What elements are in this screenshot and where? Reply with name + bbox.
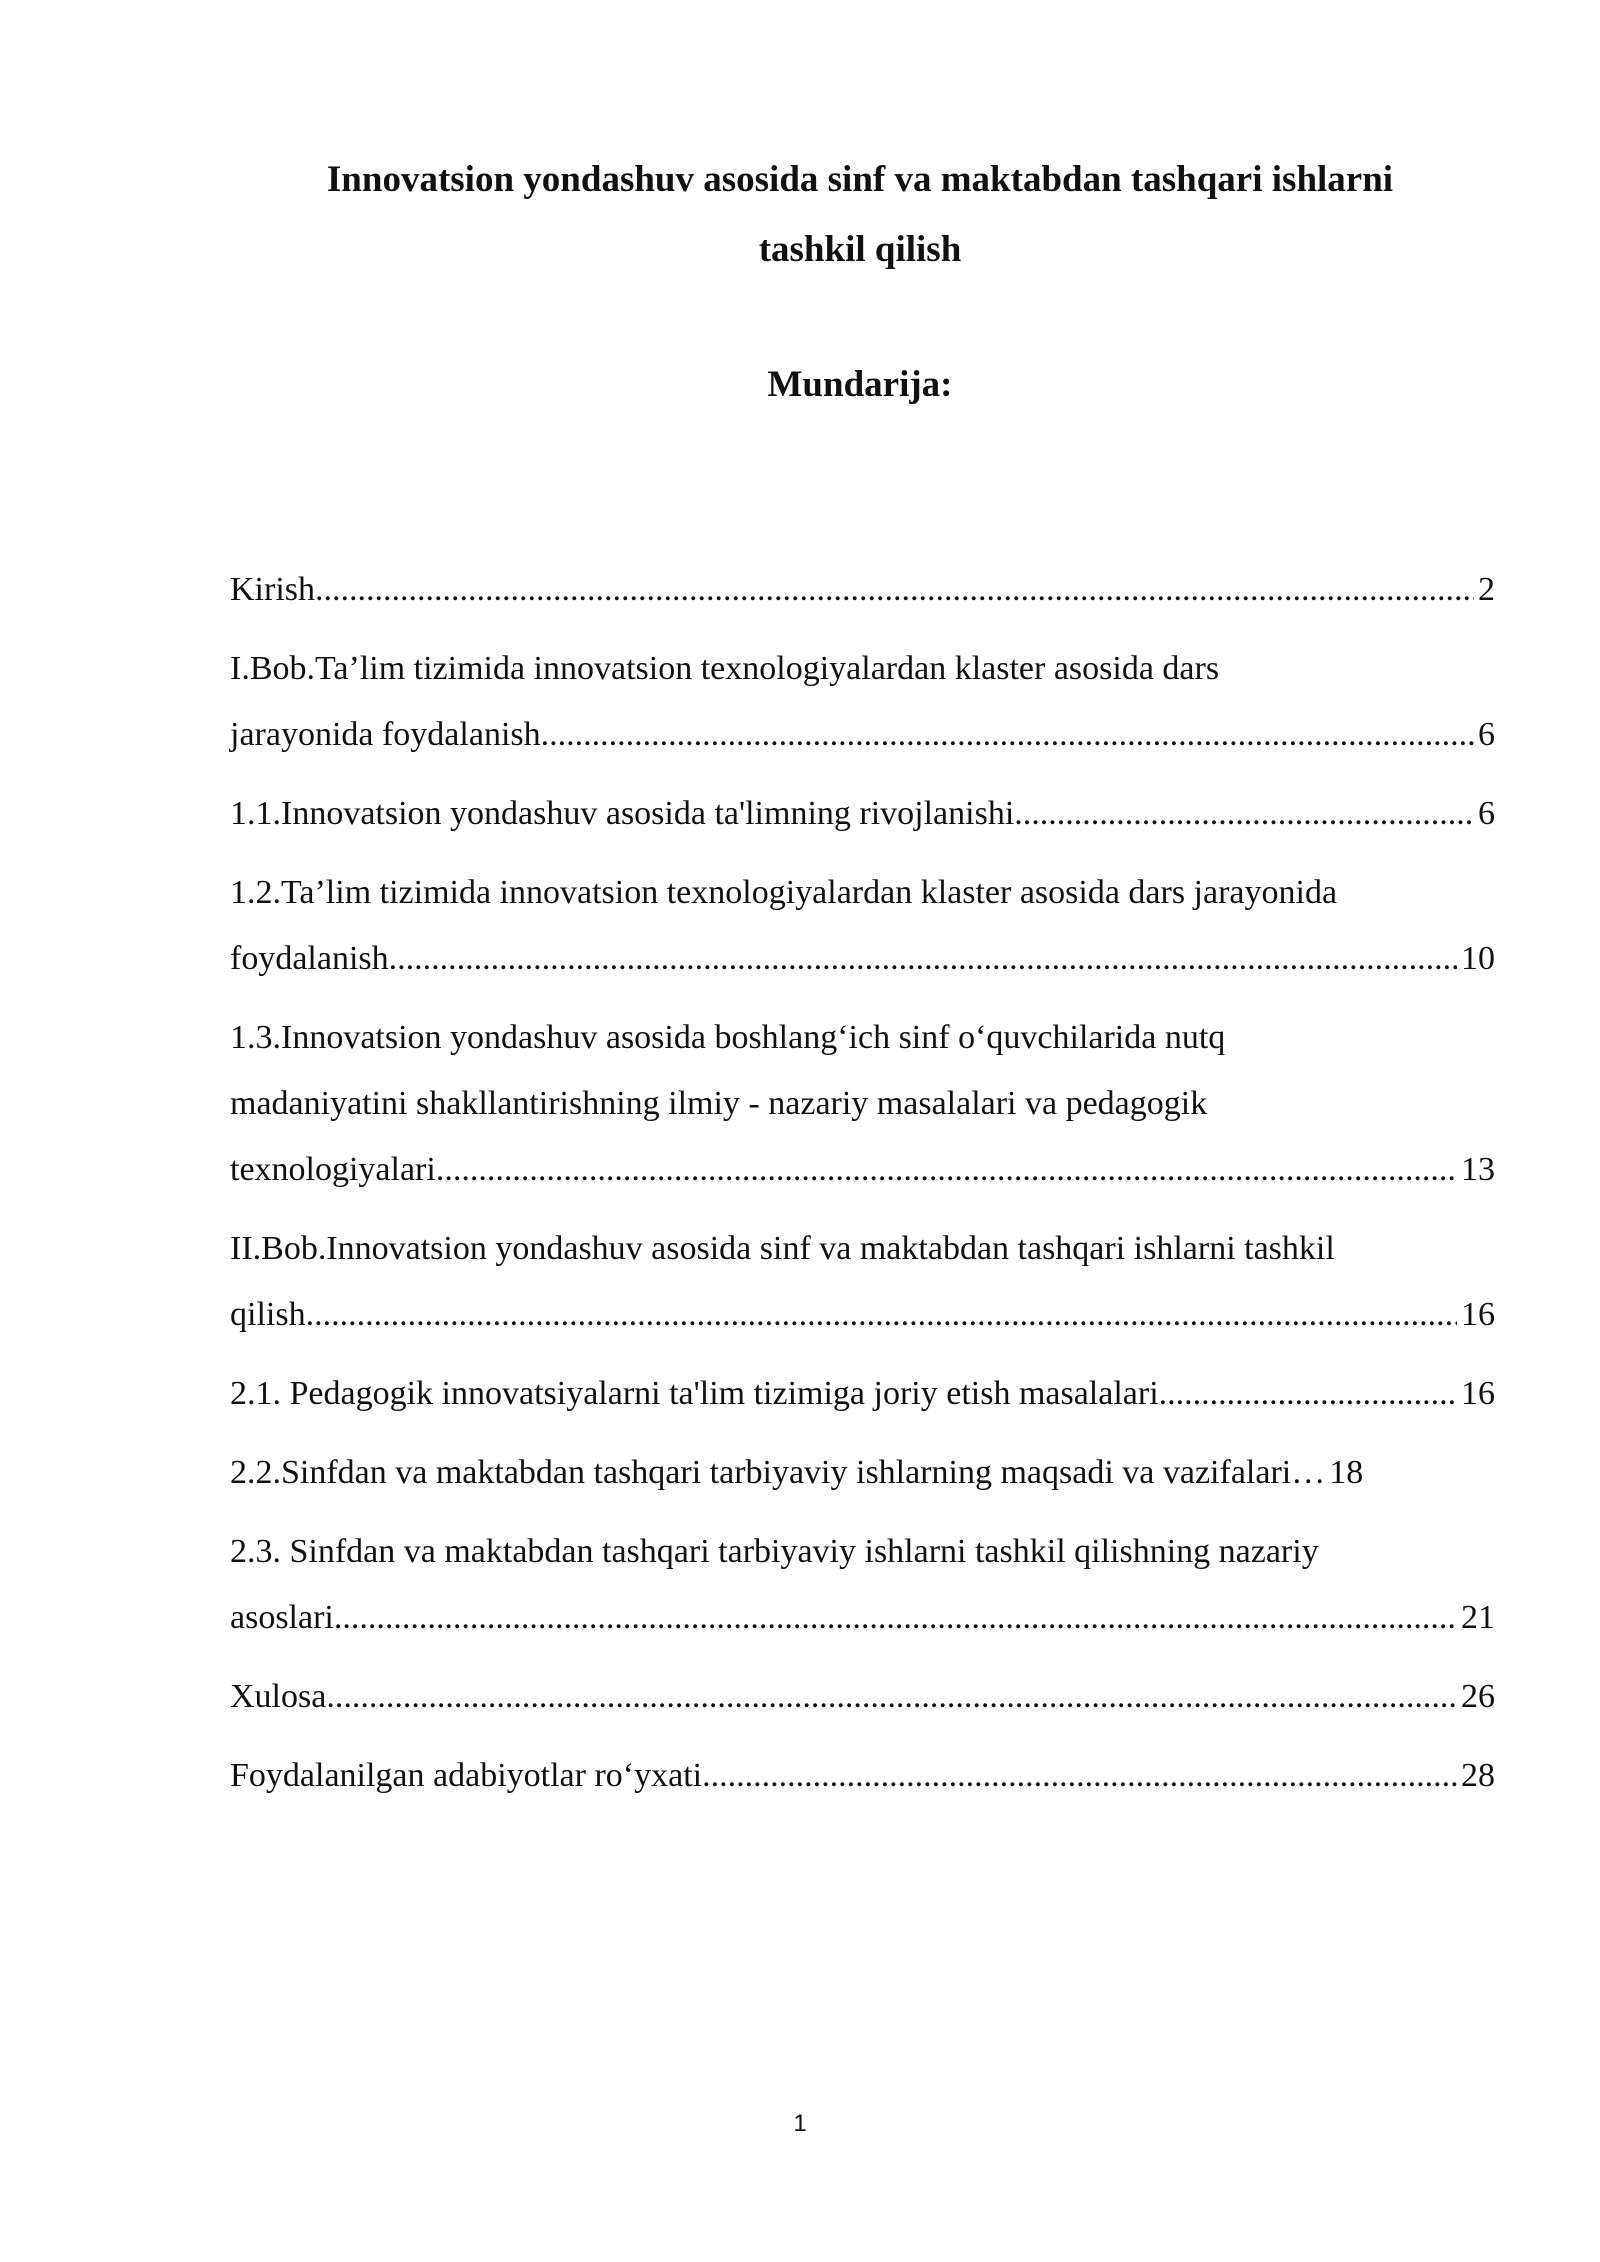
toc-leader-dots [326,1664,1457,1730]
toc-entry-text-line: madaniyatini shakllantirishning ilmiy - nazariy masalalari va pedagogik [230,1085,1208,1122]
document-title-line-1: Innovatsion yondashuv asosida sinf va maktabdan tashqari ishlarni [326,159,1394,200]
page-number: 1 [793,2110,807,2137]
toc-entry-text: Kirish [230,571,315,608]
toc-entry-page: 28 [1461,1757,1495,1794]
toc-entry-1-1[interactable] [230,781,1495,847]
toc-entry-text: qilish [230,1296,306,1333]
toc-entry-kirish[interactable] [230,557,1495,623]
toc-entry-text: jarayonida foydalanish [230,716,541,753]
toc-entry-page: 10 [1461,940,1495,977]
toc-entry-text: Xulosa [230,1678,327,1715]
toc-entry-1-3[interactable] [230,1005,1495,1203]
toc-entry-chapter-2[interactable] [230,1216,1495,1348]
toc-leader-dots [1014,781,1474,847]
toc-entry-xulosa[interactable] [230,1664,1495,1730]
toc-entry-1-2[interactable] [230,860,1495,992]
toc-leader-dots [702,1743,1457,1809]
toc-entry-page: 18 [1329,1454,1364,1491]
toc-entry-text-line: 1.3.Innovatsion yondashuv asosida boshlang‘ich sinf o‘quvchilarida nutq [230,1019,1226,1056]
toc-entry-text-line: I.Bob.Ta’lim tizimida innovatsion texnologiyalardan klaster asosida dars [230,650,1220,687]
table-of-contents [230,557,1495,1822]
toc-entry-2-3[interactable] [230,1519,1495,1651]
toc-entry-page: 6 [1478,795,1495,832]
toc-entry-2-2[interactable] [230,1440,1495,1506]
toc-entry-page: 21 [1461,1599,1495,1636]
document-title [230,145,1490,285]
toc-leader-dots [541,702,1474,768]
toc-entry-text-line: 1.2.Ta’lim tizimida innovatsion texnologiyalardan klaster asosida dars jarayonida [230,874,1338,911]
toc-entry-text: texnologiyalari [230,1151,436,1188]
toc-entry-text: 2.2.Sinfdan va maktabdan tashqari tarbiyaviy ishlarning maqsadi va vazifalari… [230,1454,1326,1491]
toc-entry-page: 2 [1478,571,1495,608]
toc-entry-bibliography[interactable] [230,1743,1495,1809]
toc-leader-dots [315,557,1474,623]
document-title-line-2: tashkil qilish [758,229,962,270]
toc-entry-chapter-1[interactable] [230,636,1495,768]
toc-entry-text: asoslari [230,1599,334,1636]
toc-entry-page: 16 [1461,1296,1495,1333]
toc-leader-dots [1159,1361,1457,1427]
toc-entry-2-1[interactable] [230,1361,1495,1427]
toc-entry-page: 6 [1478,716,1495,753]
toc-entry-page: 16 [1461,1375,1495,1412]
toc-entry-text: Foydalanilgan adabiyotlar ro‘yxati [230,1757,703,1794]
toc-heading: Mundarija: [767,364,953,405]
toc-entry-text: 2.1. Pedagogik innovatsiyalarni ta'lim tizimiga joriy etish masalalari [230,1375,1159,1412]
toc-entry-page: 26 [1461,1678,1495,1715]
toc-leader-dots [389,926,1457,992]
toc-entry-page: 13 [1461,1151,1495,1188]
toc-entry-text-line: II.Bob.Innovatsion yondashuv asosida sinf va maktabdan tashqari ishlarni tashkil [230,1230,1335,1267]
toc-entry-text: 1.1.Innovatsion yondashuv asosida ta'limning rivojlanishi [230,795,1015,832]
toc-leader-dots [306,1282,1457,1348]
toc-entry-text-line: 2.3. Sinfdan va maktabdan tashqari tarbiyaviy ishlarni tashkil qilishning nazariy [230,1533,1319,1570]
toc-entry-text: foydalanish [230,940,389,977]
toc-leader-dots [436,1137,1457,1203]
toc-leader-dots [334,1585,1457,1651]
